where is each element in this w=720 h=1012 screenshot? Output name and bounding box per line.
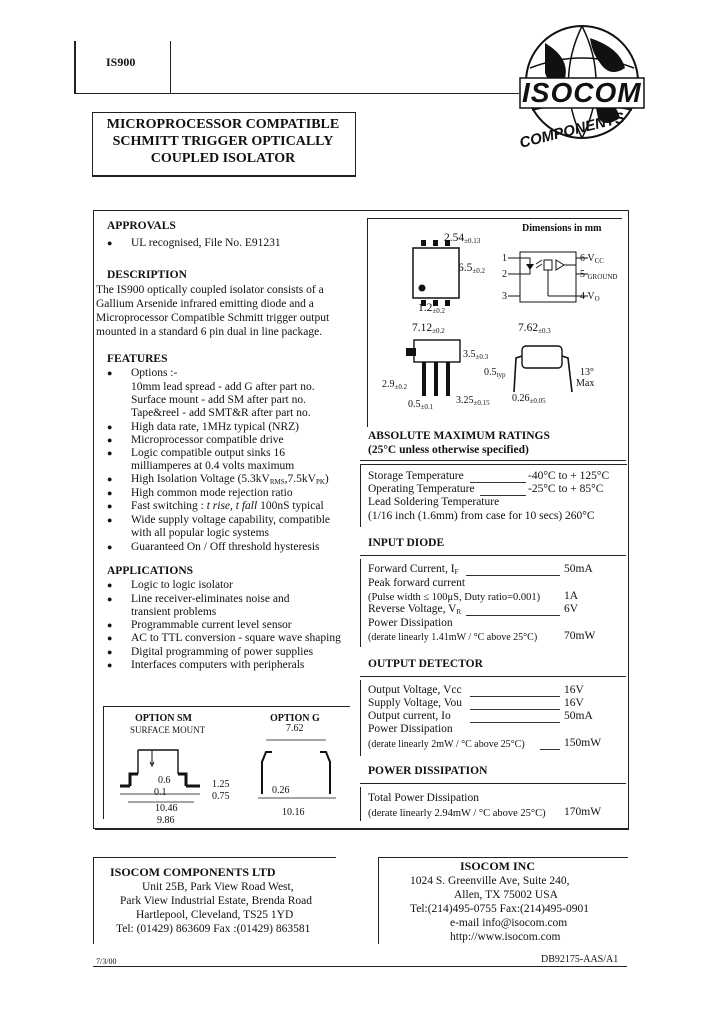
dim-0-26 <box>512 392 546 408</box>
sm-dim-0-75: 0.75 <box>212 791 230 802</box>
footer-left-code: 7/3/00 <box>96 957 117 966</box>
reverse-voltage-value: 6V <box>564 603 579 615</box>
total-power-value: 170mW <box>564 806 602 818</box>
bullet: ● <box>107 542 113 552</box>
footer-us-address-1: 1024 S. Greenville Ave, Suite 240, <box>410 875 570 887</box>
dim-0-5b-tol: ±0.1 <box>420 403 434 411</box>
power-dissipation-heading: POWER DISSIPATION <box>368 765 488 777</box>
app-interfaces: Interfaces computers with peripherals <box>131 659 305 671</box>
footer-us-address-2: Allen, TX 75002 USA <box>454 889 558 901</box>
total-power-detail: (derate linearly 2.94mW / °C above 25°C) <box>368 808 546 819</box>
output-detector-heading: OUTPUT DETECTOR <box>368 658 483 670</box>
supply-voltage-label: Supply Voltage, Vou <box>368 697 463 709</box>
iso-text-3: ) <box>324 473 329 485</box>
abs-max-heading: ABSOLUTE MAXIMUM RATINGS <box>368 430 550 442</box>
forward-current-value: 50mA <box>564 563 593 575</box>
bullet: ● <box>107 515 113 525</box>
dim-0-5-typ <box>484 366 505 382</box>
dim-2-9-tol: ±0.2 <box>394 383 408 391</box>
dim-3-25-value: 3.25 <box>456 395 474 406</box>
forward-current-sub: F <box>454 568 459 576</box>
solder-temp-detail: (1/16 inch (1.6mm) from case for 10 secs) 260°C <box>368 510 595 522</box>
forward-current-text: Forward Current, I <box>368 563 455 575</box>
output-detector-rule <box>360 676 626 677</box>
bullet: ● <box>107 474 113 484</box>
g-dim-10-16: 10.16 <box>282 807 305 818</box>
iso-sub-pk: PK <box>315 478 325 486</box>
pin-4: 4 <box>580 291 585 302</box>
output-current-leader <box>470 722 560 723</box>
part-number: IS900 <box>106 55 136 69</box>
dim-2-54 <box>444 232 480 248</box>
package-side-view <box>400 336 466 398</box>
bullet: ● <box>107 633 113 643</box>
feature-micro-drive: Microprocessor compatible drive <box>131 434 284 446</box>
footer-uk-company: ISOCOM COMPONENTS LTD <box>110 865 276 879</box>
app-logic-isolator: Logic to logic isolator <box>131 579 233 591</box>
dimensions-heading: Dimensions in mm <box>522 223 602 234</box>
dim-1-2-value: 1.2 <box>418 302 433 314</box>
dim-7-62-tol: ±0.3 <box>538 327 551 335</box>
pin-6-v: V <box>587 253 595 264</box>
pin-6: 6 <box>580 253 585 264</box>
dim-3-5-tol: ±0.3 <box>475 353 489 361</box>
pin-1: 1 <box>502 253 507 264</box>
title-line-1: MICROPROCESSOR COMPATIBLE <box>106 117 340 132</box>
output-current-label: Output current, Io <box>368 710 451 722</box>
reverse-voltage-sub: R <box>456 608 462 616</box>
footer-doc-code: DB92175-AAS/A1 <box>541 954 619 965</box>
approval-item: UL recognised, File No. E91231 <box>131 237 281 249</box>
fast-text: Fast switching : <box>131 500 207 512</box>
footer-us-phone: Tel:(214)495-0755 Fax:(214)495-0901 <box>410 903 590 915</box>
reverse-voltage-leader <box>466 615 560 616</box>
storage-temp-value: -40°C to + 125°C <box>528 470 610 482</box>
power-dissipation-rule <box>360 783 626 784</box>
app-ac-ttl: AC to TTL conversion - square wave shaping <box>131 632 341 644</box>
iso-text-1: High Isolation Voltage (5.3kV <box>131 473 270 485</box>
logo-text-top: ISOCOM <box>522 77 642 108</box>
dim-0-26-value: 0.26 <box>512 393 530 404</box>
feature-option-smtr: Tape&reel - add SMT&R after part no. <box>131 407 311 419</box>
logo-text-bottom: COMPONENTS <box>517 109 627 152</box>
approvals-heading: APPROVALS <box>107 220 176 232</box>
pin-4-v: V <box>587 291 595 302</box>
abs-max-subheading: (25°C unless otherwise specified) <box>368 444 529 456</box>
feature-logic-sink: Logic compatible output sinks 16 <box>131 447 285 459</box>
operating-temp-label: Operating Temperature <box>368 483 475 495</box>
fast-typ: 100nS typical <box>257 500 324 512</box>
bullet: ● <box>107 368 113 378</box>
footer-us-company: ISOCOM INC <box>460 859 536 873</box>
footer-uk-address-3: Hartlepool, Cleveland, TS25 1YD <box>136 909 294 921</box>
pin-5: 5 <box>580 269 585 280</box>
input-power-value: 70mW <box>564 630 596 642</box>
dim-3-25 <box>456 394 490 410</box>
sm-dim-0-6: 0.6 <box>158 775 171 786</box>
option-sm-subtitle: SURFACE MOUNT <box>130 725 206 735</box>
storage-temp-label: Storage Temperature <box>368 470 464 482</box>
footer-uk-phone: Tel: (01429) 863609 Fax :(01429) 863581 <box>116 923 311 935</box>
option-g-title: OPTION G <box>270 713 320 724</box>
bullet: ● <box>107 647 113 657</box>
features-heading: FEATURES <box>107 353 168 365</box>
output-voltage-value: 16V <box>564 684 584 696</box>
footer-uk-address-1: Unit 25B, Park View Road West, <box>142 881 294 893</box>
input-diode-heading: INPUT DIODE <box>368 537 445 549</box>
dim-1-2-tol: ±0.2 <box>432 307 445 315</box>
bullet: ● <box>107 488 113 498</box>
forward-current-leader <box>466 575 560 576</box>
dim-6-5 <box>458 262 485 278</box>
option-g-drawing <box>252 732 344 802</box>
title-line-3: COUPLED ISOLATOR <box>150 151 296 166</box>
pin-4-sub: O <box>594 295 600 303</box>
input-power-label: Power Dissipation <box>368 617 453 629</box>
dim-1-2 <box>418 302 445 318</box>
sm-dim-1-25: 1.25 <box>212 779 230 790</box>
feature-cmrr: High common mode rejection ratio <box>131 487 293 499</box>
output-power-detail: (derate linearly 2mW / °C above 25°C) <box>368 739 525 750</box>
dim-0-5b <box>408 398 433 414</box>
option-sm-title: OPTION SM <box>135 713 192 724</box>
dim-6-5-value: 6.5 <box>458 262 473 274</box>
feature-wide-supply-cont: with all popular logic systems <box>131 527 269 539</box>
peak-forward-label: Peak forward current <box>368 577 466 589</box>
header-divider <box>74 93 519 94</box>
bullet: ● <box>107 501 113 511</box>
feature-data-rate: High data rate, 1MHz typical (NRZ) <box>131 421 299 433</box>
dim-3-25-tol: ±0.15 <box>473 399 490 407</box>
title-line-2: SCHMITT TRIGGER OPTICALLY <box>112 134 334 149</box>
feature-option-sm: Surface mount - add SM after part no. <box>131 394 307 406</box>
pin-3: 3 <box>502 291 507 302</box>
footer-us-website: http://www.isocom.com <box>450 931 561 943</box>
dim-2-54-value: 2.54 <box>444 232 465 244</box>
dim-2-54-tol: ±0.13 <box>464 237 481 245</box>
output-voltage-leader <box>470 696 560 697</box>
bullet: ● <box>107 422 113 432</box>
feature-options: Options :- <box>131 367 178 379</box>
dim-angle: 13° <box>580 367 594 378</box>
dim-3-5 <box>463 348 488 364</box>
bullet: ● <box>107 435 113 445</box>
package-top-view <box>405 240 465 306</box>
pulse-width-value: 1A <box>564 590 579 602</box>
dim-0-5-value: 0.5 <box>484 367 497 378</box>
pin-6-vcc <box>580 252 604 268</box>
bullet: ● <box>107 620 113 630</box>
dim-2-9 <box>382 378 407 394</box>
feature-fast-switching <box>131 500 324 513</box>
pin-5-ground <box>580 268 617 284</box>
app-line-receiver-cont: transient problems <box>131 606 217 618</box>
supply-voltage-value: 16V <box>564 697 584 709</box>
feature-hysteresis: Guaranteed On / Off threshold hysteresis <box>131 541 320 553</box>
bullet: ● <box>107 580 113 590</box>
fast-rise-fall: t rise, t fall <box>206 500 258 512</box>
solder-temp-label: Lead Soldering Temperature <box>368 496 500 508</box>
description-line-1: The IS900 optically coupled isolator consists of a <box>96 284 324 296</box>
g-dim-0-26: 0.26 <box>272 785 290 796</box>
operating-temp-value: -25°C to + 85°C <box>528 483 604 495</box>
dim-0-5-tol: typ <box>496 371 506 379</box>
dim-0-26-tol: ±0.05 <box>529 397 546 405</box>
dim-2-9-value: 2.9 <box>382 379 395 390</box>
pin-6-sub: CC <box>594 257 604 265</box>
output-power-value: 150mW <box>564 737 602 749</box>
bullet: ● <box>107 448 113 458</box>
output-voltage-label: Output Voltage, Vcc <box>368 684 462 696</box>
pulse-width-label: (Pulse width ≤ 100μS, Duty ratio=0.001) <box>368 592 541 603</box>
app-line-receiver: Line receiver-eliminates noise and <box>131 593 290 605</box>
footer-rule <box>93 966 627 967</box>
dim-7-12-tol: ±0.2 <box>432 327 445 335</box>
total-power-label: Total Power Dissipation <box>368 792 479 804</box>
applications-heading: APPLICATIONS <box>107 565 194 577</box>
dim-3-5-value: 3.5 <box>463 349 476 360</box>
pin-4-vo <box>580 290 600 306</box>
description-line-4: mounted in a standard 6 pin dual in line package. <box>96 326 323 338</box>
dim-angle-max: Max <box>576 378 595 389</box>
output-current-value: 50mA <box>564 710 593 722</box>
dim-7-62-value: 7.62 <box>518 322 539 334</box>
description-heading: DESCRIPTION <box>107 269 187 281</box>
output-power-leader <box>540 749 560 750</box>
bullet: ● <box>107 594 113 604</box>
reverse-voltage-text: Reverse Voltage, V <box>368 603 457 615</box>
bullet: ● <box>107 238 113 248</box>
app-digital-programming: Digital programming of power supplies <box>131 646 314 658</box>
input-power-detail: (derate linearly 1.41mW / °C above 25°C) <box>368 632 538 643</box>
dim-0-5b-value: 0.5 <box>408 399 421 410</box>
app-current-sensor: Programmable current level sensor <box>131 619 292 631</box>
pin-2: 2 <box>502 269 507 280</box>
iso-sub-rms: RMS <box>269 478 285 486</box>
input-diode-rule <box>360 555 626 556</box>
main-box-shadow <box>95 828 629 830</box>
output-power-label: Power Dissipation <box>368 723 453 735</box>
supply-voltage-leader <box>470 709 560 710</box>
abs-max-rule <box>360 460 626 461</box>
sm-dim-10-46: 10.46 <box>155 803 178 814</box>
feature-option-g: 10mm lead spread - add G after part no. <box>131 381 315 393</box>
g-dim-7-62: 7.62 <box>286 723 304 734</box>
sm-dim-0-1: 0.1 <box>154 787 167 798</box>
iso-text-2: ,7.5kV <box>284 473 316 485</box>
feature-wide-supply: Wide supply voltage capability, compatible <box>131 514 331 526</box>
footer-uk-address-2: Park View Industrial Estate, Brenda Road <box>120 895 312 907</box>
package-end-view <box>508 336 578 398</box>
footer-us-email: e-mail info@isocom.com <box>450 917 568 929</box>
storage-temp-leader <box>470 482 526 483</box>
description-line-2: Gallium Arsenide infrared emitting diode and a <box>96 298 314 310</box>
pin-5-ground-label: GROUND <box>587 273 618 281</box>
description-line-3: Microprocessor Compatible Schmitt trigger output <box>96 312 330 324</box>
bullet: ● <box>107 660 113 670</box>
dim-6-5-tol: ±0.2 <box>472 267 485 275</box>
feature-logic-sink-cont: milliamperes at 0.4 volts maximum <box>131 460 295 472</box>
sm-dim-9-86: 9.86 <box>157 815 175 826</box>
dim-7-12-value: 7.12 <box>412 322 433 334</box>
isocom-logo <box>510 18 650 178</box>
